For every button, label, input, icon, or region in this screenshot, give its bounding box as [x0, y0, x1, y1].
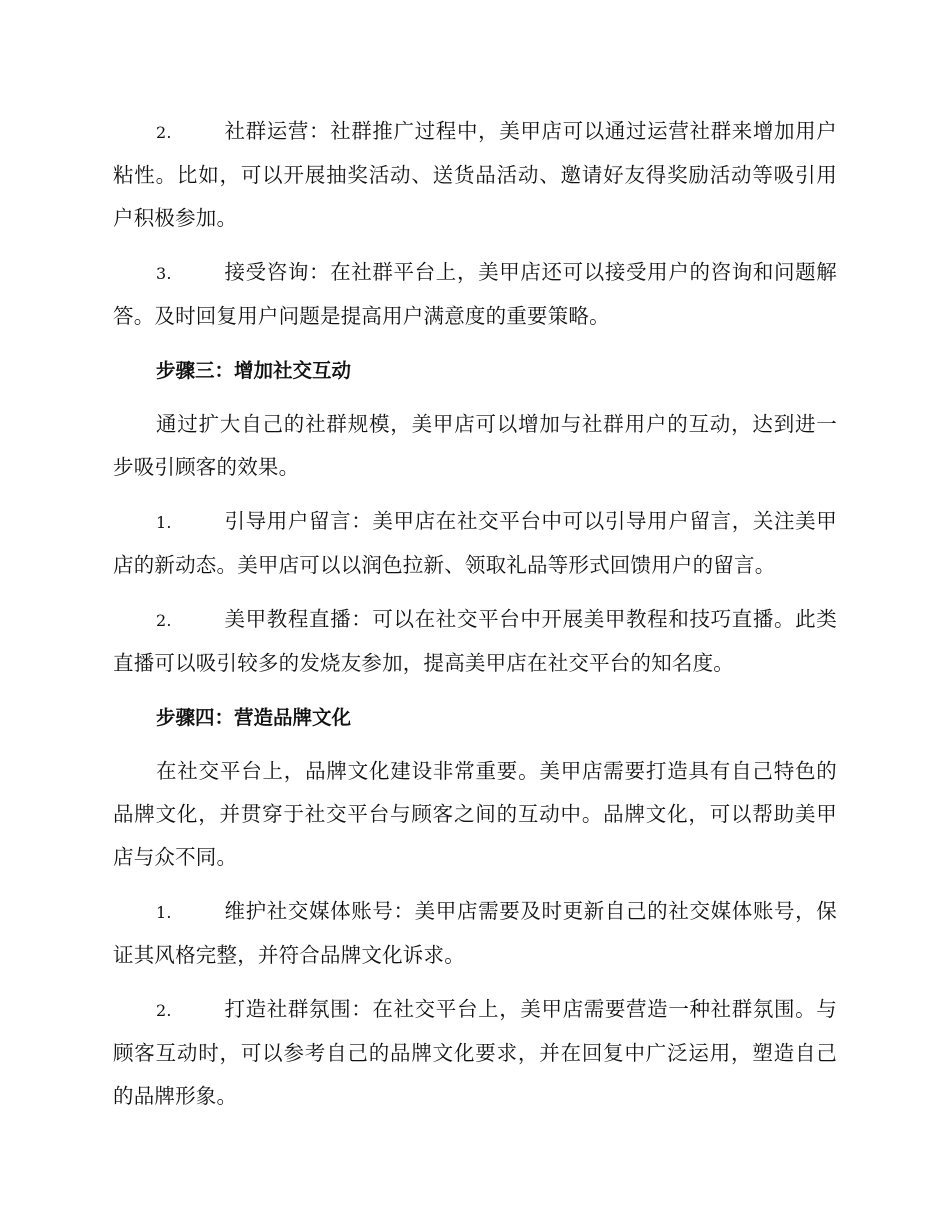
list-text: 接受咨询：在社群平台上，美甲店还可以接受用户的咨询和问题解答。及时回复用户问题是提高用户满意度的重要策略。	[113, 260, 837, 328]
list-number: 2.	[156, 611, 172, 630]
list-text: 维护社交媒体账号：美甲店需要及时更新自己的社交媒体账号，保证其风格完整，并符合品牌文化诉求。	[113, 899, 837, 967]
list-item	[113, 598, 837, 685]
section-heading: 步骤三：增加社交互动	[156, 359, 352, 382]
section-heading: 步骤四：营造品牌文化	[156, 706, 352, 729]
list-item	[113, 110, 837, 240]
paragraph: 通过扩大自己的社群规模，美甲店可以增加与社群用户的互动，达到进一步吸引顾客的效果。	[113, 412, 837, 479]
list-item	[113, 988, 837, 1118]
list-number: 2.	[156, 1001, 172, 1020]
paragraph: 在社交平台上，品牌文化建设非常重要。美甲店需要打造具有自己特色的品牌文化，并贯穿于社交平台与顾客之间的互动中。品牌文化，可以帮助美甲店与众不同。	[113, 759, 837, 869]
list-text: 美甲教程直播：可以在社交平台中开展美甲教程和技巧直播。此类直播可以吸引较多的发烧友参加，提高美甲店在社交平台的知名度。	[113, 607, 837, 675]
list-item	[113, 251, 837, 338]
list-number: 1.	[156, 513, 172, 532]
list-number: 2.	[156, 123, 172, 142]
list-text: 引导用户留言：美甲店在社交平台中可以引导用户留言，关注美甲店的新动态。美甲店可以以润色拉新、领取礼品等形式回馈用户的留言。	[113, 509, 837, 577]
list-text: 打造社群氛围：在社交平台上，美甲店需要营造一种社群氛围。与顾客互动时，可以参考自己的品牌文化要求，并在回复中广泛运用，塑造自己的品牌形象。	[113, 997, 837, 1108]
list-item	[113, 500, 837, 587]
list-number: 3.	[156, 264, 172, 283]
list-item	[113, 890, 837, 977]
list-number: 1.	[156, 903, 172, 922]
list-text: 社群运营：社群推广过程中，美甲店可以通过运营社群来增加用户粘性。比如，可以开展抽奖活动、送货品活动、邀请好友得奖励活动等吸引用户积极参加。	[113, 119, 837, 230]
